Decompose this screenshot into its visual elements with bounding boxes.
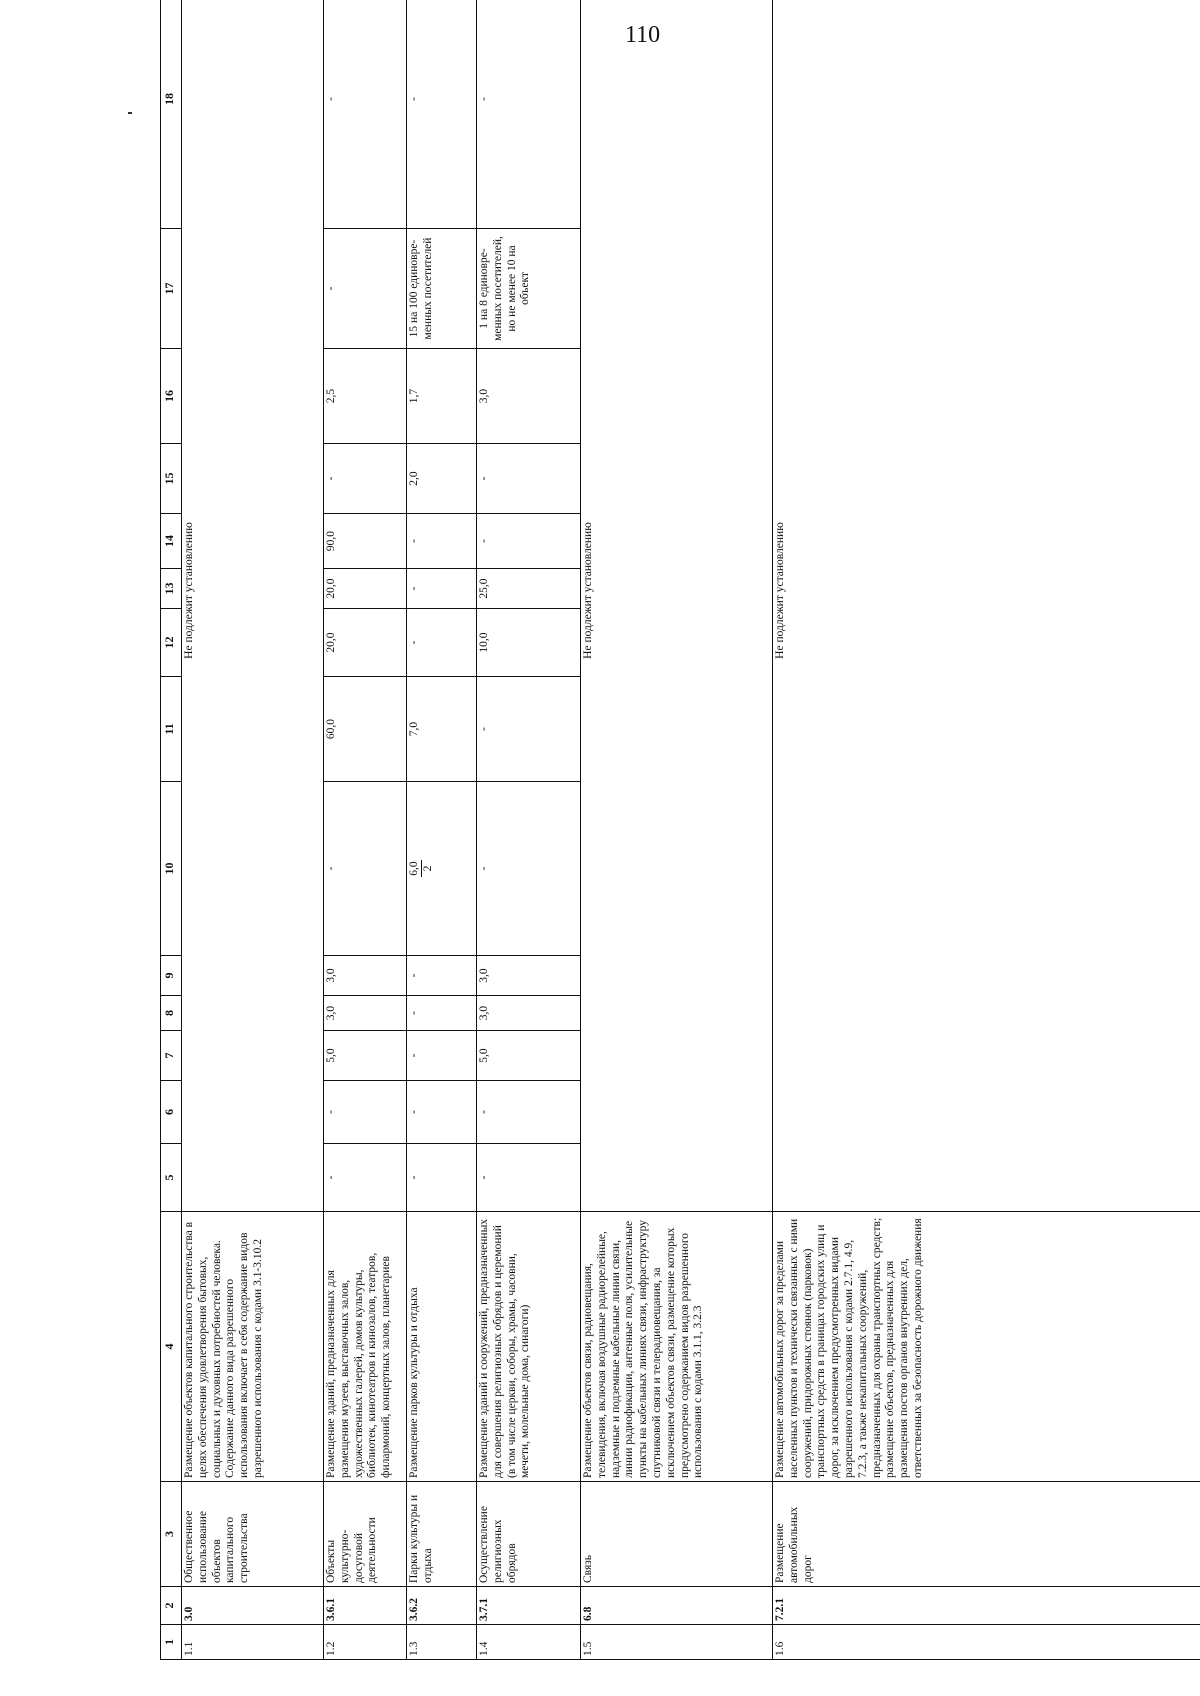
cell: 20,0: [324, 609, 407, 677]
cell: 15 на 100 единовре-менных посетителей: [407, 229, 477, 349]
cell: -: [477, 1144, 581, 1212]
table-row: [773, 0, 1200, 1660]
col-header: 13: [161, 569, 182, 609]
cell: -: [324, 1081, 407, 1144]
cell: -: [324, 229, 407, 349]
row-number: 1.5: [581, 1625, 773, 1660]
not-set-cell: Не подлежит установлению: [182, 0, 324, 1212]
row-description: Размещение объектов капитального строительства в целях обеспечения удовлетворения бытовых, социальных и духовных потребностей человека. Содержание данного вида разрешенного использования включает в себя содержание видов разрешенного использования с кодами 3.1-3.10.2: [182, 1212, 324, 1482]
col-header: 1: [161, 1625, 182, 1660]
page-number: 110: [625, 22, 661, 48]
col-header: 14: [161, 514, 182, 569]
col-header: 16: [161, 349, 182, 444]
cell: 3,0: [324, 956, 407, 996]
cell: -: [477, 444, 581, 514]
row-number: 1.3: [407, 1625, 477, 1660]
row-code: 3.6.2: [407, 1587, 477, 1625]
cell: 25,0: [477, 569, 581, 609]
table-row: [407, 0, 477, 1660]
row-description: Размещение автомобильных дорог за пределами населенных пунктов и технически связанных с ними сооружений, придорожных стоянок (парковок) транспортных средств в границах городских улиц и дорог, за исключением предусмотренных видами разрешенного использования с кодами 2.7.1, 4.9, 7.2.3, а также некапитальных сооружений, предназначенных для охраны транспортных средств; размещение объектов, предназначенных для размещения постов органов внутренних дел, ответственных за безопасность дорожного движения: [773, 1212, 1200, 1482]
col-header: 5: [161, 1144, 182, 1212]
cell: 20,0: [324, 569, 407, 609]
fraction-cell: [407, 782, 477, 956]
row-code: 7.2.1: [773, 1587, 1200, 1625]
cell: -: [324, 1144, 407, 1212]
cell: -: [477, 0, 581, 229]
table-row: [581, 0, 773, 1660]
row-number: 1.6: [773, 1625, 1200, 1660]
cell: -: [407, 0, 477, 229]
cell: 5,0: [324, 1031, 407, 1081]
row-name: Объекты культурно-досуговой деятельности: [324, 1482, 407, 1587]
col-header: 17: [161, 229, 182, 349]
cell: 5,0: [477, 1031, 581, 1081]
col-header: 3: [161, 1482, 182, 1587]
row-description: Размещение объектов связи, радиовещания, телевидения, включая воздушные радиорелейные, надземные и подземные кабельные линии связи, линии радиофикации, антенные поля, усилительные пункты на кабельных линиях связи, инфраструктуру спутниковой связи и телерадиовещания, за исключением объектов связи, размещение которых предусмотрено содержанием видов разрешенного использования с кодами 3.1.1, 3.2.3: [581, 1212, 773, 1482]
table-row: [477, 0, 581, 1660]
cell: -: [407, 1031, 477, 1081]
cell: 1 на 8 единовре-менных посетителей, но не менее 10 на объект: [477, 229, 581, 349]
cell: 60,0: [324, 677, 407, 782]
table-row: [182, 0, 324, 1660]
row-number: 1.4: [477, 1625, 581, 1660]
cell: -: [477, 514, 581, 569]
cell: -: [407, 1144, 477, 1212]
col-header: 9: [161, 956, 182, 996]
cell: 10,0: [477, 609, 581, 677]
col-header: 8: [161, 996, 182, 1031]
table-row: [324, 0, 407, 1660]
cell: -: [407, 514, 477, 569]
header-row: [161, 0, 182, 1660]
row-name: Парки культуры и отдыха: [407, 1482, 477, 1587]
col-header: 12: [161, 609, 182, 677]
row-name: Размещение автомобильных дорог: [773, 1482, 1200, 1587]
cell: 3,0: [477, 349, 581, 444]
col-header: 4: [161, 1212, 182, 1482]
cell: -: [407, 1081, 477, 1144]
cell: -: [477, 1081, 581, 1144]
cell: -: [477, 782, 581, 956]
cell: 1,7: [407, 349, 477, 444]
fraction-numerator: 6,0: [408, 860, 422, 876]
cell: 7,0: [407, 677, 477, 782]
cell: 3,0: [477, 956, 581, 996]
col-header: 2: [161, 1587, 182, 1625]
cell: -: [324, 444, 407, 514]
row-description: Размещение зданий, предназначенных для размещения музеев, выставочных залов, художественных галерей, домов культуры, библиотек, кинотеатров и кинозалов, театров, филармоний, концертных залов, планетариев: [324, 1212, 407, 1482]
cell: 3,0: [477, 996, 581, 1031]
col-header: 11: [161, 677, 182, 782]
col-header: 15: [161, 444, 182, 514]
rotated-table-wrapper: [160, 70, 1200, 1660]
cell: -: [324, 0, 407, 229]
row-code: 3.7.1: [477, 1587, 581, 1625]
cell: -: [477, 677, 581, 782]
col-header: 7: [161, 1031, 182, 1081]
cell: -: [407, 609, 477, 677]
col-header: 6: [161, 1081, 182, 1144]
cell: 2,5: [324, 349, 407, 444]
cell: 3,0: [324, 996, 407, 1031]
row-code: 3.6.1: [324, 1587, 407, 1625]
fraction-denominator: 2: [422, 865, 435, 872]
cell: 90,0: [324, 514, 407, 569]
row-number: 1.1: [182, 1625, 324, 1660]
scan-mark: [128, 112, 132, 114]
not-set-cell: Не подлежит установлению: [773, 0, 1200, 1212]
cell: -: [407, 569, 477, 609]
col-header: 18: [161, 0, 182, 229]
cell: -: [407, 956, 477, 996]
col-header: 10: [161, 782, 182, 956]
row-description: Размещение зданий и сооружений, предназначенных для совершения религиозных обрядов и церемоний (в том числе церкви, соборы, храмы, часовни, мечети, молельные дома, синагоги): [477, 1212, 581, 1482]
land-use-table: [160, 0, 1200, 1660]
row-code: 3.0: [182, 1587, 324, 1625]
cell: -: [407, 996, 477, 1031]
row-number: 1.2: [324, 1625, 407, 1660]
row-name: Общественное использование объектов капитального строительства: [182, 1482, 324, 1587]
cell: -: [324, 782, 407, 956]
not-set-cell: Не подлежит установлению: [581, 0, 773, 1212]
row-name: Осуществление религиозных обрядов: [477, 1482, 581, 1587]
row-code: 6.8: [581, 1587, 773, 1625]
row-description: Размещение парков культуры и отдыха: [407, 1212, 477, 1482]
row-name: Связь: [581, 1482, 773, 1587]
cell: 2,0: [407, 444, 477, 514]
